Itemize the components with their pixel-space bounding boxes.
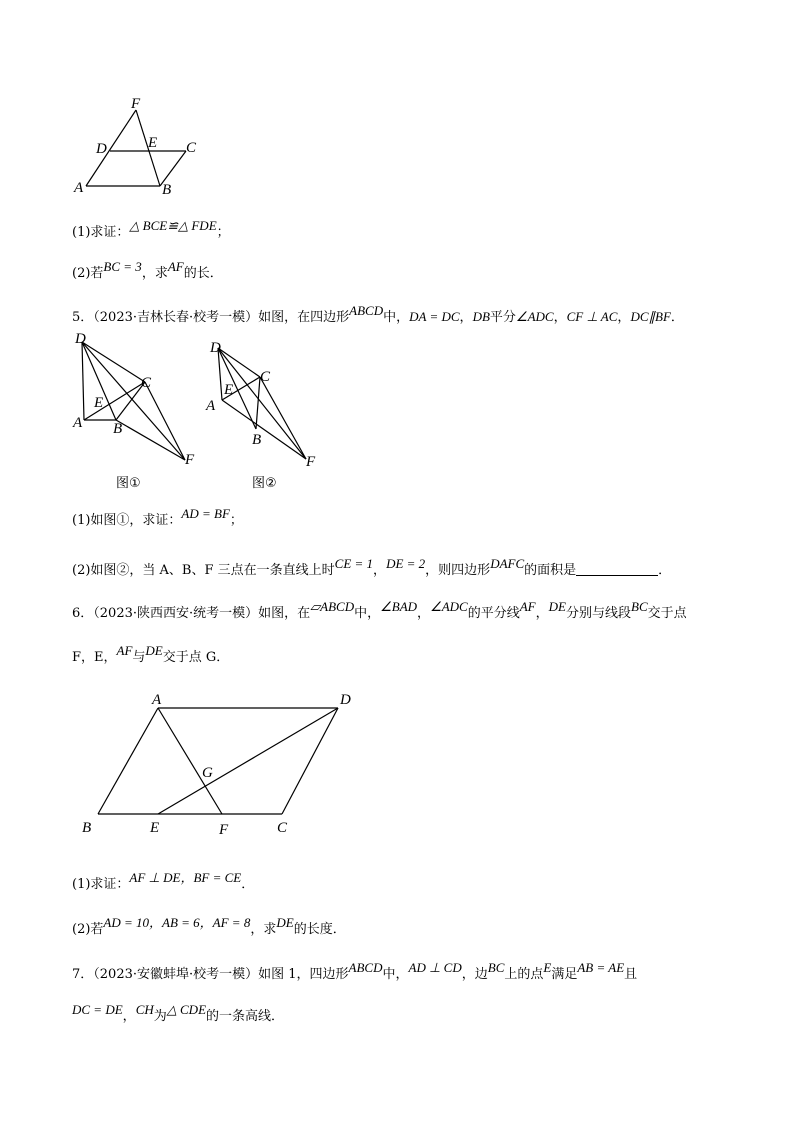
q4-figure <box>70 96 210 202</box>
q5-f1-label-a: A <box>73 415 83 431</box>
q5-f2-label-d: D <box>210 340 221 356</box>
q4-part1: (1)求证：△ BCE≌△ FDE； <box>72 218 230 240</box>
q5-figure-2-caption: 图② <box>252 476 277 491</box>
q5-answer-blank[interactable] <box>576 561 658 576</box>
q5-figure-2 <box>200 336 330 471</box>
q5-f1-label-c: C <box>141 375 152 391</box>
q4-label-c: C <box>186 140 197 156</box>
q4-label-d: D <box>96 141 107 157</box>
q5-f2-label-b: B <box>252 432 262 448</box>
q6-part2: (2)若AD = 10，AB = 6，AF = 8，求DE的长度． <box>72 915 346 937</box>
q6-stem-line1: 6．（2023·陕西西安·统考一模）如图，在▱ABCD中，∠BAD，∠ADC的平分线AF，DE分别与线段BC交于点 <box>72 599 687 621</box>
q5-figure-1-caption: 图① <box>116 476 141 491</box>
q4-label-f: F <box>131 96 141 112</box>
q6-label-a: A <box>152 692 162 708</box>
q5-figure-1 <box>66 332 206 472</box>
q6-figure <box>76 684 366 840</box>
q6-label-c: C <box>277 820 288 836</box>
q7-stem-line2: DC = DE，CH为△ CDE的一条高线． <box>72 1002 285 1024</box>
q5-f1-label-b: B <box>113 421 123 437</box>
q6-label-f: F <box>219 822 229 838</box>
q6-stem-line2: F，E，AF与DE交于点 G． <box>72 643 230 665</box>
q5-f2-label-c: C <box>260 369 271 385</box>
q5-f1-label-f: F <box>185 452 195 468</box>
q6-label-b: B <box>82 820 92 836</box>
q5-f2-label-e: E <box>224 382 234 398</box>
q5-f2-label-a: A <box>206 398 216 414</box>
q6-label-g: G <box>202 765 213 781</box>
q4-label-b: B <box>162 182 172 198</box>
q5-figure-2-lines <box>218 348 306 459</box>
q4-label-a: A <box>74 180 84 196</box>
q5-f2-label-f: F <box>306 454 316 470</box>
q6-label-d: D <box>340 692 351 708</box>
q5-f1-label-d: D <box>75 331 86 347</box>
q4-part1-math: △ BCE≌△ FDE <box>129 218 217 233</box>
q5-f1-label-e: E <box>94 395 104 411</box>
q5-part1: (1)如图①，求证：AD = BF； <box>72 506 243 528</box>
q7-stem-line1: 7．（2023·安徽蚌埠·校考一模）如图 1，四边形ABCD中，AD ⊥ CD，边BC上的点E满足AB = AE且 <box>72 960 638 982</box>
q6-part1: (1)求证：AF ⊥ DE，BF = CE． <box>72 870 255 892</box>
q6-figure-lines <box>98 708 338 814</box>
q6-label-e: E <box>150 820 160 836</box>
q5-part2: (2)如图②，当 A、B、F 三点在一条直线上时CE = 1，DE = 2，则四边形DAFC的面积是 ． <box>72 556 672 578</box>
q4-part2: (2)若BC = 3，求AF的长． <box>72 259 223 281</box>
q4-label-e: E <box>148 135 158 151</box>
q5-stem: 5．（2023·吉林长春·校考一模）如图，在四边形ABCD中，DA = DC，DB平分∠ADC，CF ⊥ AC，DC∥BF． <box>72 303 684 325</box>
